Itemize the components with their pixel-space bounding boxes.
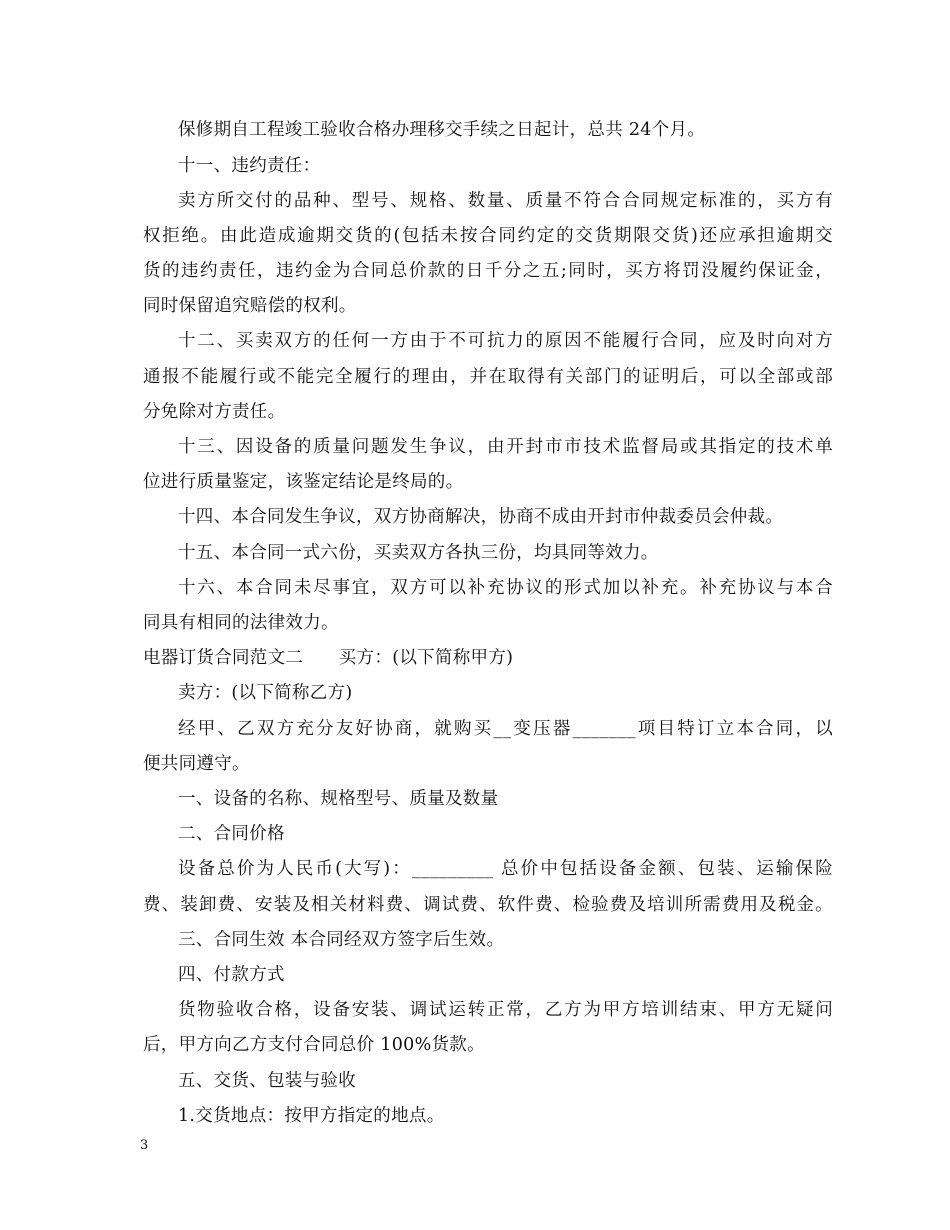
section-heading: 二、合同价格 (178, 824, 285, 844)
paragraph-line: 十二、买卖双方的任何一方由于不可抗力的原因不能履行合同，应及时向对方 (178, 331, 833, 351)
paragraph-line: 分免除对方责任。 (143, 402, 286, 422)
section-heading: 四、付款方式 (178, 965, 285, 985)
paragraph-line: 设备总价为人民币(大写)：_________ 总价中包括设备金额、包装、运输保险 (178, 859, 833, 879)
paragraph-line: 同具有相同的法律效力。 (143, 613, 339, 633)
paragraph-line: 费、装卸费、安装及相关材料费、调试费、软件费、检验费及培训所需费用及税金。 (143, 895, 833, 915)
section-title: 电器订货合同范文二 买方：(以下简称甲方) (143, 648, 514, 668)
page-number: 3 (140, 1138, 149, 1153)
paragraph-line: 货的违约责任，违约金为合同总价款的日千分之五;同时，买方将罚没履约保证金， (143, 261, 833, 281)
paragraph-line: 后，甲方向乙方支付合同总价 100%货款。 (143, 1035, 485, 1055)
section-heading: 五、交货、包装与验收 (178, 1071, 356, 1091)
paragraph-line: 位进行质量鉴定，该鉴定结论是终局的。 (143, 472, 464, 492)
paragraph-line: 卖方：(以下简称乙方) (178, 683, 353, 703)
paragraph-line: 通报不能履行或不能完全履行的理由，并在取得有关部门的证明后，可以全部或部 (143, 367, 833, 387)
paragraph-line: 便共同遵守。 (143, 754, 250, 774)
paragraph-line: 十四、本合同发生争议，双方协商解决，协商不成由开封市仲裁委员会仲裁。 (178, 507, 784, 527)
section-heading: 十一、违约责任： (178, 156, 321, 176)
paragraph-line: 十六、本合同未尽事宜，双方可以补充协议的形式加以补充。补充协议与本合 (178, 578, 833, 598)
paragraph-line: 权拒绝。由此造成逾期交货的(包括未按合同约定的交货期限交货)还应承担逾期交 (143, 226, 833, 246)
paragraph-line: 十三、因设备的质量问题发生争议，由开封市市技术监督局或其指定的技术单 (178, 437, 833, 457)
section-heading: 一、设备的名称、规格型号、质量及数量 (178, 789, 499, 809)
paragraph-line: 货物验收合格，设备安装、调试运转正常，乙方为甲方培训结束、甲方无疑问 (178, 1000, 833, 1020)
paragraph-line: 经甲、乙双方充分友好协商，就购买__变压器_______项目特订立本合同，以 (178, 719, 833, 739)
paragraph-line: 十五、本合同一式六份，买卖双方各执三份，均具同等效力。 (178, 543, 659, 563)
paragraph-line: 卖方所交付的品种、型号、规格、数量、质量不符合合同规定标准的，买方有 (178, 191, 833, 211)
paragraph-line: 1.交货地点：按甲方指定的地点。 (178, 1106, 445, 1126)
section-heading: 三、合同生效 本合同经双方签字后生效。 (178, 930, 505, 950)
paragraph-line: 保修期自工程竣工验收合格办理移交手续之日起计，总共 24个月。 (178, 120, 706, 140)
paragraph-line: 同时保留追究赔偿的权利。 (143, 296, 357, 316)
